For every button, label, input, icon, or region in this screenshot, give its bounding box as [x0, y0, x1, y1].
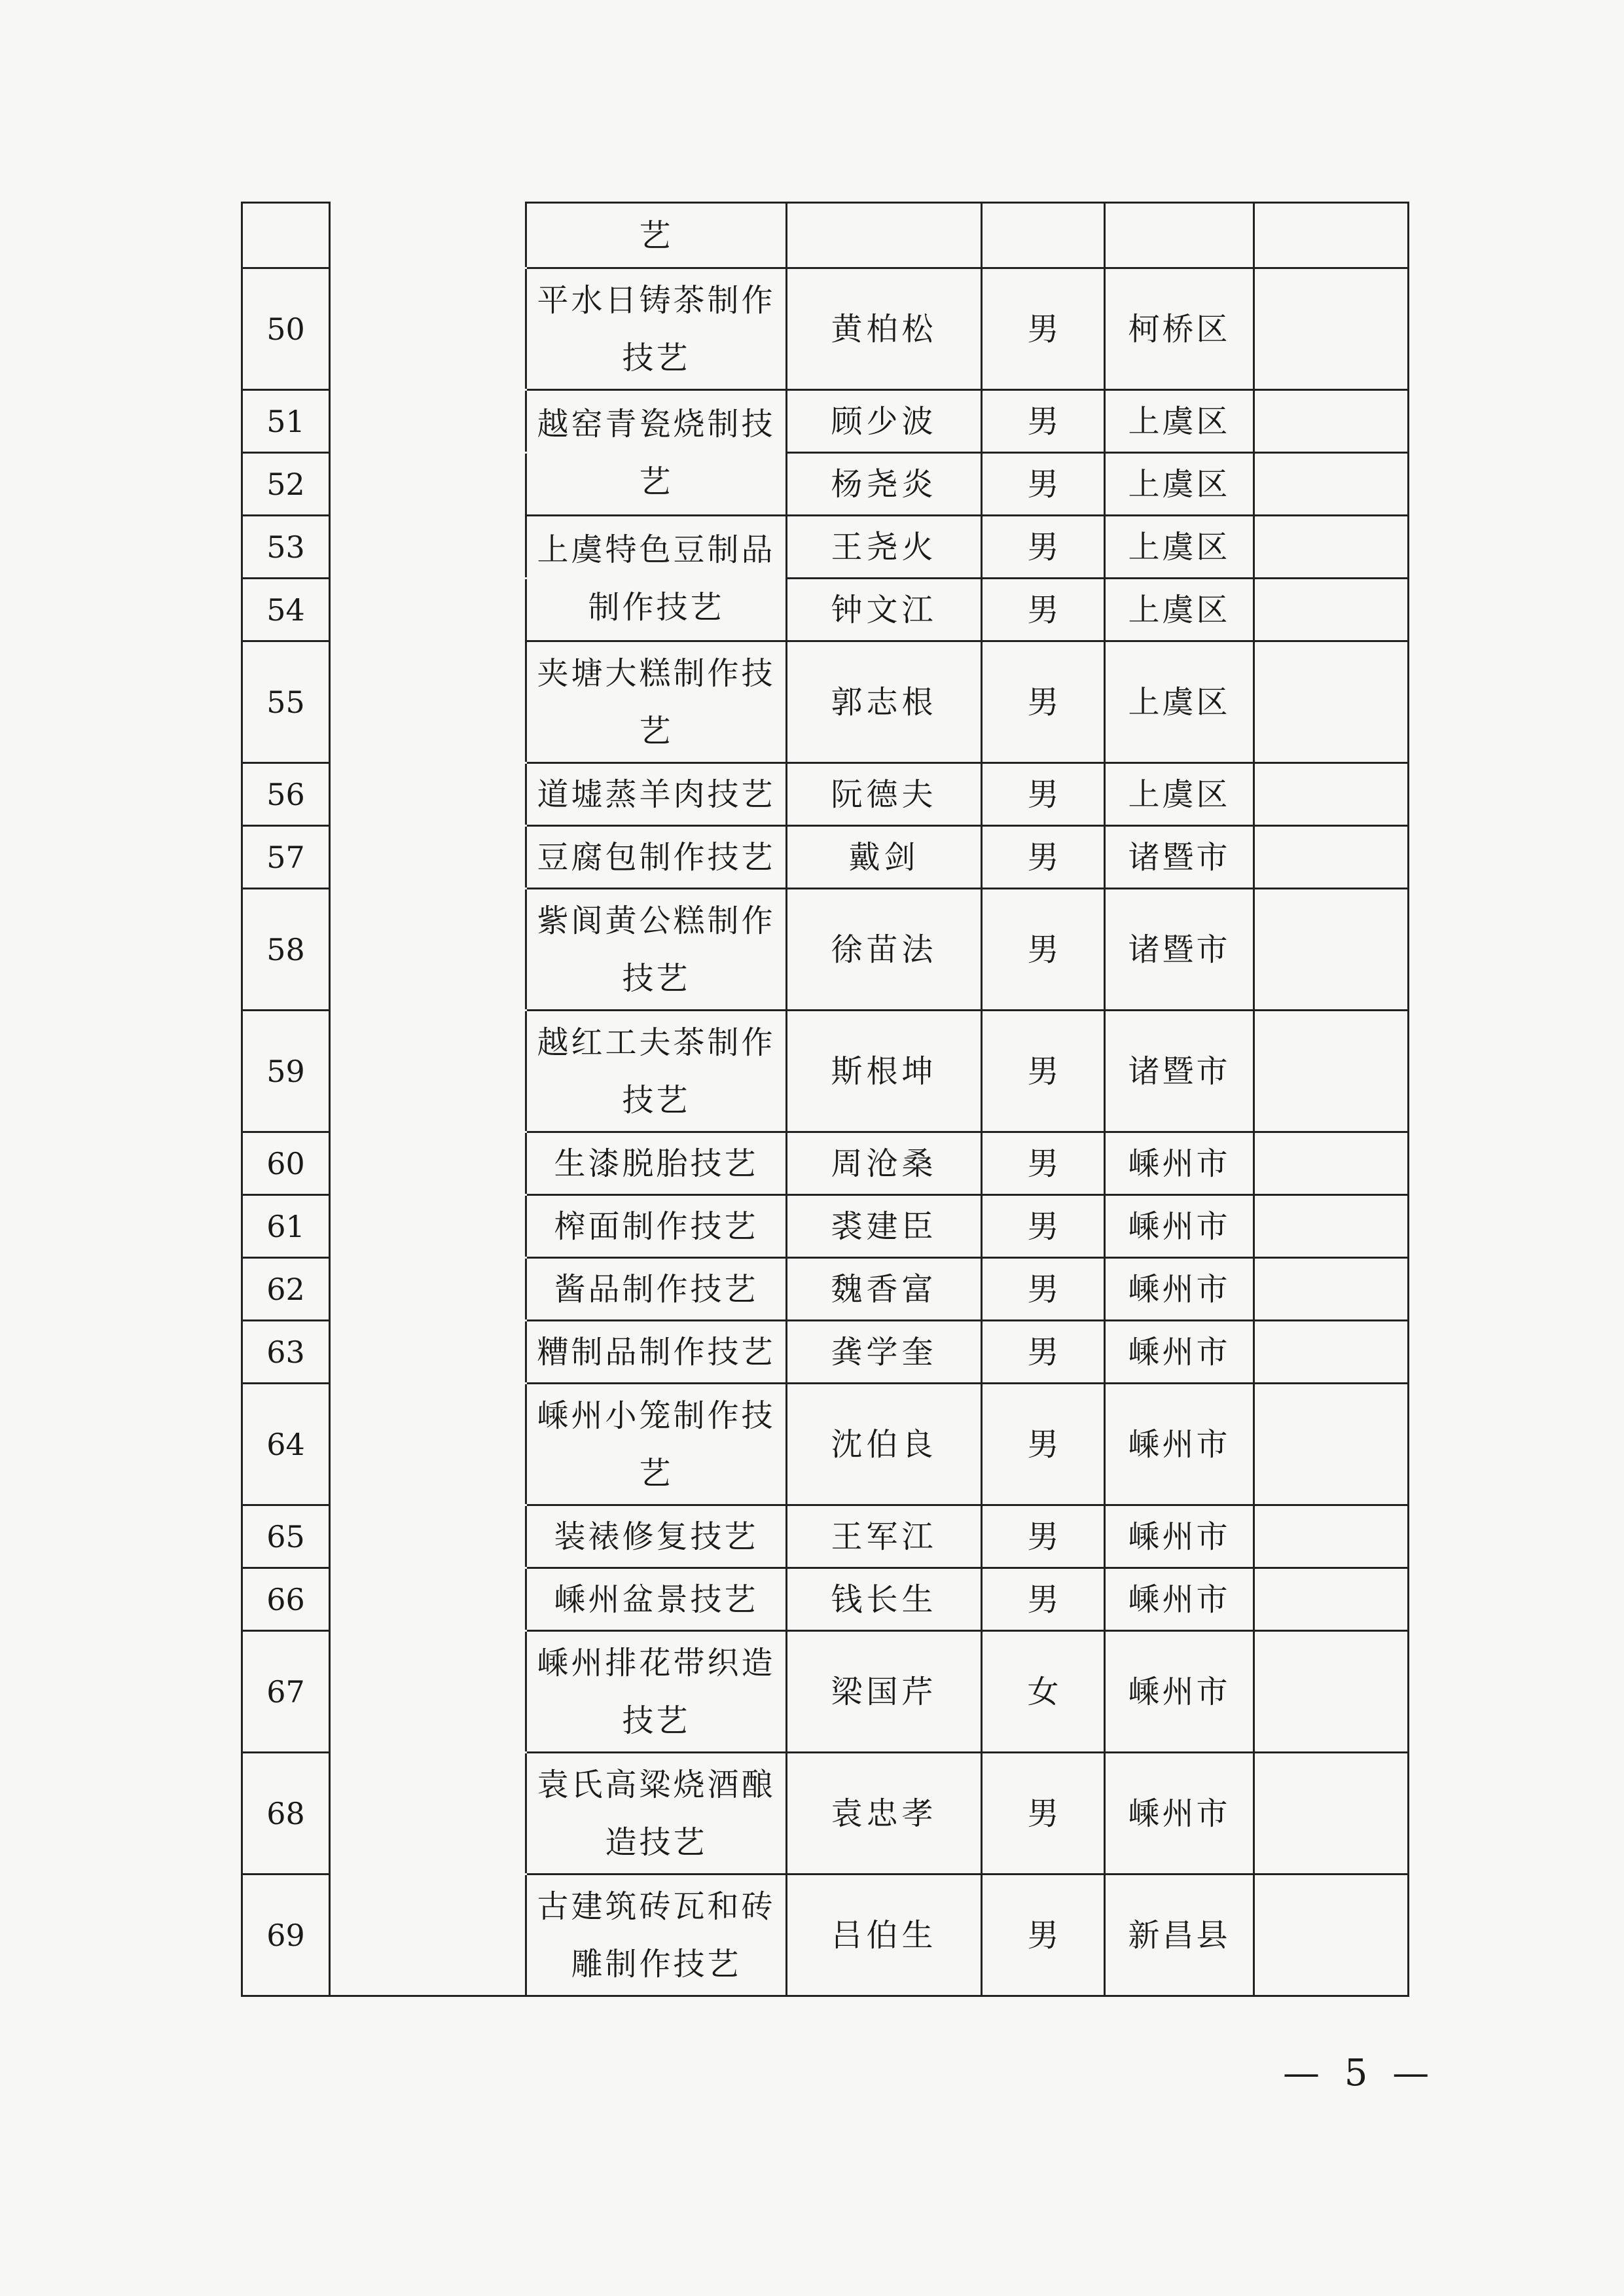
gender-cell: 男 — [982, 763, 1105, 826]
project-cell: 越红工夫茶制作技艺 — [526, 1011, 787, 1132]
category-cell — [330, 763, 526, 826]
seq-cell: 51 — [242, 390, 330, 453]
table-row — [242, 889, 1409, 1011]
gender-cell — [982, 203, 1105, 268]
seq-cell: 54 — [242, 579, 330, 641]
category-cell — [330, 826, 526, 889]
region-cell: 嵊州市 — [1105, 1132, 1254, 1195]
note-cell — [1254, 203, 1409, 268]
gender-cell: 男 — [982, 579, 1105, 641]
table-row — [242, 1132, 1409, 1195]
category-cell — [330, 1874, 526, 1996]
page-number: — 5 — — [1283, 2052, 1436, 2094]
region-cell: 上虞区 — [1105, 641, 1254, 763]
seq-cell: 56 — [242, 763, 330, 826]
name-cell: 黄柏松 — [787, 268, 982, 390]
note-cell — [1254, 1195, 1409, 1258]
name-cell: 杨尧炎 — [787, 453, 982, 516]
project-cell: 嵊州排花带织造技艺 — [526, 1631, 787, 1753]
name-cell: 周沧桑 — [787, 1132, 982, 1195]
note-cell — [1254, 641, 1409, 763]
category-cell — [330, 268, 526, 390]
seq-cell: 53 — [242, 516, 330, 579]
category-cell — [330, 1195, 526, 1258]
category-cell — [330, 889, 526, 1011]
seq-cell: 66 — [242, 1568, 330, 1631]
category-cell — [330, 641, 526, 763]
category-cell — [330, 1258, 526, 1321]
project-cell: 紫阆黄公糕制作技艺 — [526, 889, 787, 1011]
region-cell: 柯桥区 — [1105, 268, 1254, 390]
seq-cell: 68 — [242, 1753, 330, 1874]
name-cell: 顾少波 — [787, 390, 982, 453]
table-row — [242, 516, 1409, 579]
category-cell — [330, 203, 526, 268]
project-cell: 嵊州小笼制作技艺 — [526, 1384, 787, 1505]
name-cell: 袁忠孝 — [787, 1753, 982, 1874]
name-cell: 魏香富 — [787, 1258, 982, 1321]
gender-cell: 男 — [982, 516, 1105, 579]
region-cell — [1105, 203, 1254, 268]
region-cell: 上虞区 — [1105, 516, 1254, 579]
note-cell — [1254, 763, 1409, 826]
category-cell — [330, 1631, 526, 1753]
gender-cell: 男 — [982, 1321, 1105, 1384]
note-cell — [1254, 1753, 1409, 1874]
category-cell — [330, 1753, 526, 1874]
region-cell: 嵊州市 — [1105, 1505, 1254, 1568]
note-cell — [1254, 1384, 1409, 1505]
region-cell: 上虞区 — [1105, 763, 1254, 826]
seq-cell: 57 — [242, 826, 330, 889]
seq-cell: 65 — [242, 1505, 330, 1568]
table-row — [242, 1753, 1409, 1874]
name-cell: 王军江 — [787, 1505, 982, 1568]
region-cell: 上虞区 — [1105, 390, 1254, 453]
gender-cell: 男 — [982, 268, 1105, 390]
region-cell: 嵊州市 — [1105, 1258, 1254, 1321]
table-row — [242, 1568, 1409, 1631]
note-cell — [1254, 579, 1409, 641]
gender-cell: 男 — [982, 1384, 1105, 1505]
table-row — [242, 1011, 1409, 1132]
seq-cell: 50 — [242, 268, 330, 390]
gender-cell: 男 — [982, 453, 1105, 516]
gender-cell: 男 — [982, 1132, 1105, 1195]
region-cell: 嵊州市 — [1105, 1321, 1254, 1384]
note-cell — [1254, 390, 1409, 453]
name-cell: 郭志根 — [787, 641, 982, 763]
category-cell — [330, 1321, 526, 1384]
gender-cell: 男 — [982, 641, 1105, 763]
category-cell — [330, 1132, 526, 1195]
inheritor-table — [241, 202, 1409, 1997]
project-cell: 越窑青瓷烧制技艺 — [526, 390, 787, 516]
note-cell — [1254, 889, 1409, 1011]
gender-cell: 女 — [982, 1631, 1105, 1753]
region-cell: 上虞区 — [1105, 579, 1254, 641]
note-cell — [1254, 1874, 1409, 1996]
seq-cell: 55 — [242, 641, 330, 763]
seq-cell: 64 — [242, 1384, 330, 1505]
region-cell: 嵊州市 — [1105, 1753, 1254, 1874]
table-row — [242, 268, 1409, 390]
gender-cell: 男 — [982, 1753, 1105, 1874]
table-row — [242, 826, 1409, 889]
table-row — [242, 1631, 1409, 1753]
region-cell: 诸暨市 — [1105, 889, 1254, 1011]
note-cell — [1254, 1132, 1409, 1195]
note-cell — [1254, 1321, 1409, 1384]
gender-cell: 男 — [982, 1195, 1105, 1258]
seq-cell: 62 — [242, 1258, 330, 1321]
table-row-continuation — [242, 203, 1409, 268]
category-cell — [330, 579, 526, 641]
project-cell: 平水日铸茶制作技艺 — [526, 268, 787, 390]
name-cell: 阮德夫 — [787, 763, 982, 826]
gender-cell: 男 — [982, 390, 1105, 453]
region-cell: 上虞区 — [1105, 453, 1254, 516]
seq-cell: 67 — [242, 1631, 330, 1753]
project-cell: 糟制品制作技艺 — [526, 1321, 787, 1384]
seq-cell: 61 — [242, 1195, 330, 1258]
name-cell: 吕伯生 — [787, 1874, 982, 1996]
project-cell: 袁氏高粱烧酒酿造技艺 — [526, 1753, 787, 1874]
name-cell: 钱长生 — [787, 1568, 982, 1631]
table-row — [242, 1505, 1409, 1568]
table-body — [242, 203, 1409, 1996]
gender-cell: 男 — [982, 1011, 1105, 1132]
seq-cell: 60 — [242, 1132, 330, 1195]
name-cell: 沈伯良 — [787, 1384, 982, 1505]
project-cell: 榨面制作技艺 — [526, 1195, 787, 1258]
note-cell — [1254, 268, 1409, 390]
category-cell — [330, 1011, 526, 1132]
category-cell — [330, 1568, 526, 1631]
name-cell: 梁国芹 — [787, 1631, 982, 1753]
project-cell: 豆腐包制作技艺 — [526, 826, 787, 889]
project-cell: 装裱修复技艺 — [526, 1505, 787, 1568]
note-cell — [1254, 453, 1409, 516]
region-cell: 嵊州市 — [1105, 1631, 1254, 1753]
name-cell: 龚学奎 — [787, 1321, 982, 1384]
gender-cell: 男 — [982, 1568, 1105, 1631]
seq-cell: 69 — [242, 1874, 330, 1996]
table-row — [242, 1195, 1409, 1258]
name-cell: 钟文江 — [787, 579, 982, 641]
name-cell — [787, 203, 982, 268]
note-cell — [1254, 1505, 1409, 1568]
table-row — [242, 641, 1409, 763]
table-row — [242, 763, 1409, 826]
table-row — [242, 1258, 1409, 1321]
seq-cell: 59 — [242, 1011, 330, 1132]
category-cell — [330, 516, 526, 579]
table-row — [242, 1384, 1409, 1505]
gender-cell: 男 — [982, 889, 1105, 1011]
region-cell: 嵊州市 — [1105, 1384, 1254, 1505]
project-cell: 上虞特色豆制品制作技艺 — [526, 516, 787, 641]
category-cell — [330, 453, 526, 516]
table-row — [242, 1874, 1409, 1996]
project-cell: 艺 — [526, 203, 787, 268]
project-cell: 夹塘大糕制作技艺 — [526, 641, 787, 763]
project-cell: 古建筑砖瓦和砖雕制作技艺 — [526, 1874, 787, 1996]
seq-cell: 52 — [242, 453, 330, 516]
project-cell: 生漆脱胎技艺 — [526, 1132, 787, 1195]
gender-cell: 男 — [982, 1258, 1105, 1321]
seq-cell: 63 — [242, 1321, 330, 1384]
category-cell — [330, 1505, 526, 1568]
region-cell: 诸暨市 — [1105, 826, 1254, 889]
table-row — [242, 453, 1409, 516]
name-cell: 徐苗法 — [787, 889, 982, 1011]
category-cell — [330, 390, 526, 453]
table-row — [242, 579, 1409, 641]
note-cell — [1254, 1258, 1409, 1321]
region-cell: 嵊州市 — [1105, 1568, 1254, 1631]
region-cell: 新昌县 — [1105, 1874, 1254, 1996]
region-cell: 诸暨市 — [1105, 1011, 1254, 1132]
name-cell: 裘建臣 — [787, 1195, 982, 1258]
name-cell: 王尧火 — [787, 516, 982, 579]
table-row — [242, 390, 1409, 453]
project-cell: 道墟蒸羊肉技艺 — [526, 763, 787, 826]
note-cell — [1254, 516, 1409, 579]
gender-cell: 男 — [982, 826, 1105, 889]
note-cell — [1254, 1568, 1409, 1631]
region-cell: 嵊州市 — [1105, 1195, 1254, 1258]
name-cell: 戴剑 — [787, 826, 982, 889]
note-cell — [1254, 1631, 1409, 1753]
project-cell: 酱品制作技艺 — [526, 1258, 787, 1321]
project-cell: 嵊州盆景技艺 — [526, 1568, 787, 1631]
note-cell — [1254, 1011, 1409, 1132]
note-cell — [1254, 826, 1409, 889]
category-cell — [330, 1384, 526, 1505]
name-cell: 斯根坤 — [787, 1011, 982, 1132]
seq-cell — [242, 203, 330, 268]
seq-cell: 58 — [242, 889, 330, 1011]
table-row — [242, 1321, 1409, 1384]
gender-cell: 男 — [982, 1505, 1105, 1568]
gender-cell: 男 — [982, 1874, 1105, 1996]
